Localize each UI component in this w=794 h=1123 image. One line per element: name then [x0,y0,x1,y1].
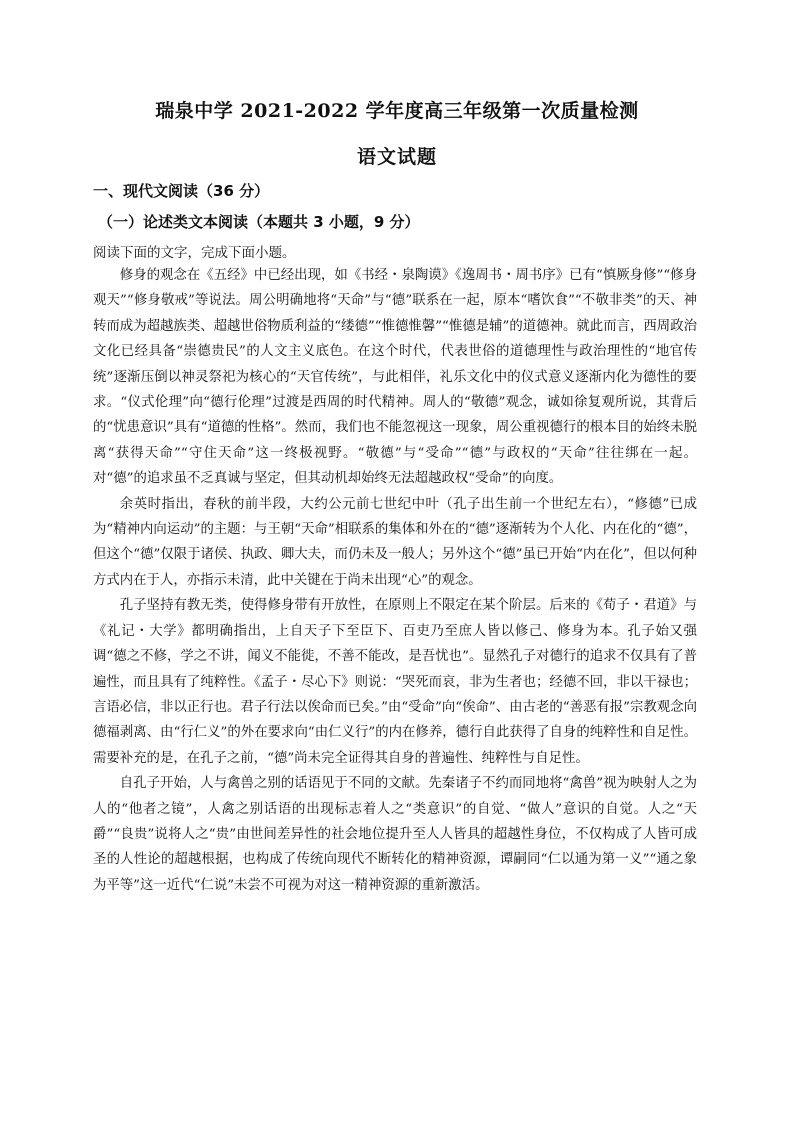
passage-paragraph: 修身的观念在《五经》中已经出现，如《书经・泉陶谟》《逸周书・周书序》已有“慎厥身修”“修身观天”“修身敬戒”等说法。周公明确地将“天命”与“德”联系在一起，原本“嗜饮食”“不敬非类”的天、神转而成为超越族类、超越世俗物质利益的“缕德”“惟德惟馨”“惟德是辅”的道德神。就此而言，西周政治文化已经具备“崇德贵民”的人文主义底色。在这个时代，代表世俗的道德理性与政治理性的“地官传统”逐渐压倒以神灵祭祀为核心的“天官传统”，与此相伴，礼乐文化中的仪式意义逐渐内化为德性的要求。“仪式伦理”向“德行伦理”过渡是西周的时代精神。周人的“敬德”观念，诚如徐复观所说，其背后的“忧患意识”具有“道德的性格”。然而，我们也不能忽视这一现象，周公重视德行的根本目的始终未脱离“获得天命”“守住天命”这一终极视野。“敬德”与“受命”“德”与政权的“天命”往往绑在一起。对“德”的追求虽不乏真诚与坚定，但其动机却始终无法超越政权“受命”的向度。 [93,268,697,487]
exam-title: 瑞泉中学 2021-2022 学年度高三年级第一次质量检测 [155,100,639,122]
reading-instruction: 阅读下面的文字，完成下面小题。 [93,245,296,261]
passage-paragraph: 孔子坚持有教无类，使得修身带有开放性，在原则上不限定在某个阶层。后来的《荀子・君道》与《礼记・大学》都明确指出，上自天子下至臣下、百吏乃至庶人皆以修己、修身为本。孔子始又强调“德之不修，学之不讲，闻义不能徙，不善不能改，是吾忧也”。显然孔子对德行的追求不仅具有了普遍性，而且具有了纯粹性。《孟子・尽心下》则说：“哭死而哀，非为生者也；经德不回，非以干禄也；言语必信，非以正行也。君子行法以俟命而已矣。”由“受命”向“俟命”、由古老的“善恶有报”宗教观念向德福剥离、由“行仁义”的外在要求向“由仁义行”的内在修养，德行自此获得了自身的纯粹性和自足性。需要补充的是，在孔子之前，“德”尚未完全证得其自身的普遍性、纯粹性与自足性。 [93,598,697,766]
reading-passage [93,263,697,898]
section-heading: 一、现代文阅读（36 分） [93,182,270,200]
passage-paragraph: 自孔子开始，人与禽兽之别的话语见于不同的文献。先秦诸子不约而同地将“禽兽”视为映射人之为人的“他者之镜”，人禽之别话语的出现标志着人之“类意识”的自觉、“做人”意识的自觉。人之“天爵”“良贵”说将人之“贵”由世间差异性的社会地位提升至人人皆具的超越性身位，不仅构成了人皆可成圣的人性论的超越根据，也构成了传统向现代不断转化的精神资源，谭嗣同“仁以通为第一义”“通之象为平等”这一近代“仁说”未尝不可视为对这一精神资源的重新激活。 [93,776,697,893]
passage-paragraph: 余英时指出，春秋的前半段，大约公元前七世纪中叶（孔子出生前一个世纪左右），“修德”已成为“精神内向运动”的主题：与王朝“天命”相联系的集体和外在的“德”逐渐转为个人化、内在化的“德”，但这个“德”仅限于诸侯、执政、卿大夫，而仍未及一般人；另外这个“德”虽已开始“内在化”，但以何种方式内在于人，亦指示未清，此中关键在于尚未出现“心”的观念。 [93,496,697,588]
exam-subject: 语文试题 [356,146,437,168]
subsection-heading: （一）论述类文本阅读（本题共 3 小题，9 分） [98,213,420,231]
